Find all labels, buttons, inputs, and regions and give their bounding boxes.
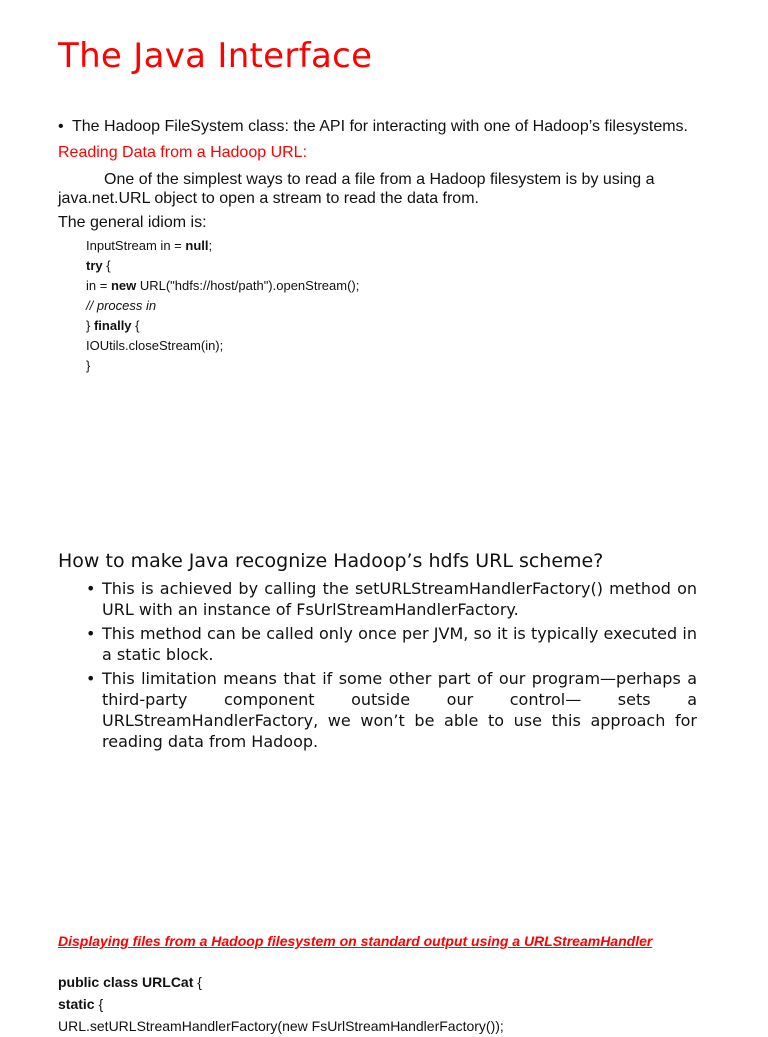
idiom-label: The general idiom is:	[58, 214, 207, 231]
reading-heading: Reading Data from a Hadoop URL:	[58, 144, 308, 161]
reading-paragraph: One of the simplest ways to read a file from a Hadoop filesystem is by using a java.net.URL object to open a stream to read the data from.	[58, 171, 655, 207]
list-item: • This is achieved by calling the setURLStreamHandlerFactory() method on URL with an instance of FsUrlStreamHandlerFactory.	[86, 579, 697, 619]
code-line: InputStream in = null;	[86, 238, 213, 253]
bullet-symbol: •	[86, 624, 96, 643]
list-item: • This limitation means that if some other part of our program—perhaps a third-party component outside our control— sets a URLStreamHandlerFactory, we won’t be able to use this approach for reading data from Hadoop.	[86, 669, 697, 751]
question-points-list	[86, 578, 697, 755]
urlcat-code-block	[58, 971, 504, 1037]
display-heading: Displaying files from a Hadoop filesystem on standard output using a URLStreamHandler	[58, 933, 653, 949]
bullet-symbol: •	[86, 669, 96, 688]
code-line: public class URLCat {	[58, 974, 202, 990]
bullet-symbol: •	[58, 118, 64, 135]
code-line: in = new URL("hdfs://host/path").openStream();	[86, 278, 360, 293]
code-line: } finally {	[86, 318, 140, 333]
intro-bullet-text: The Hadoop FileSystem class: the API for interacting with one of Hadoop’s filesystems.	[72, 118, 688, 135]
bullet-symbol: •	[86, 579, 96, 598]
question-heading: How to make Java recognize Hadoop’s hdfs URL scheme?	[58, 550, 604, 572]
list-item: • This method can be called only once per JVM, so it is typically executed in a static block.	[86, 624, 697, 664]
page-title: The Java Interface	[58, 36, 373, 76]
idiom-code-block	[86, 236, 359, 376]
code-line: // process in	[86, 298, 157, 313]
code-line: try {	[86, 258, 111, 273]
code-line: static {	[58, 996, 104, 1012]
code-line: }	[86, 358, 91, 373]
code-line: IOUtils.closeStream(in);	[86, 338, 224, 353]
intro-bullet	[58, 117, 688, 137]
code-line: URL.setURLStreamHandlerFactory(new FsUrlStreamHandlerFactory());	[58, 1018, 504, 1034]
